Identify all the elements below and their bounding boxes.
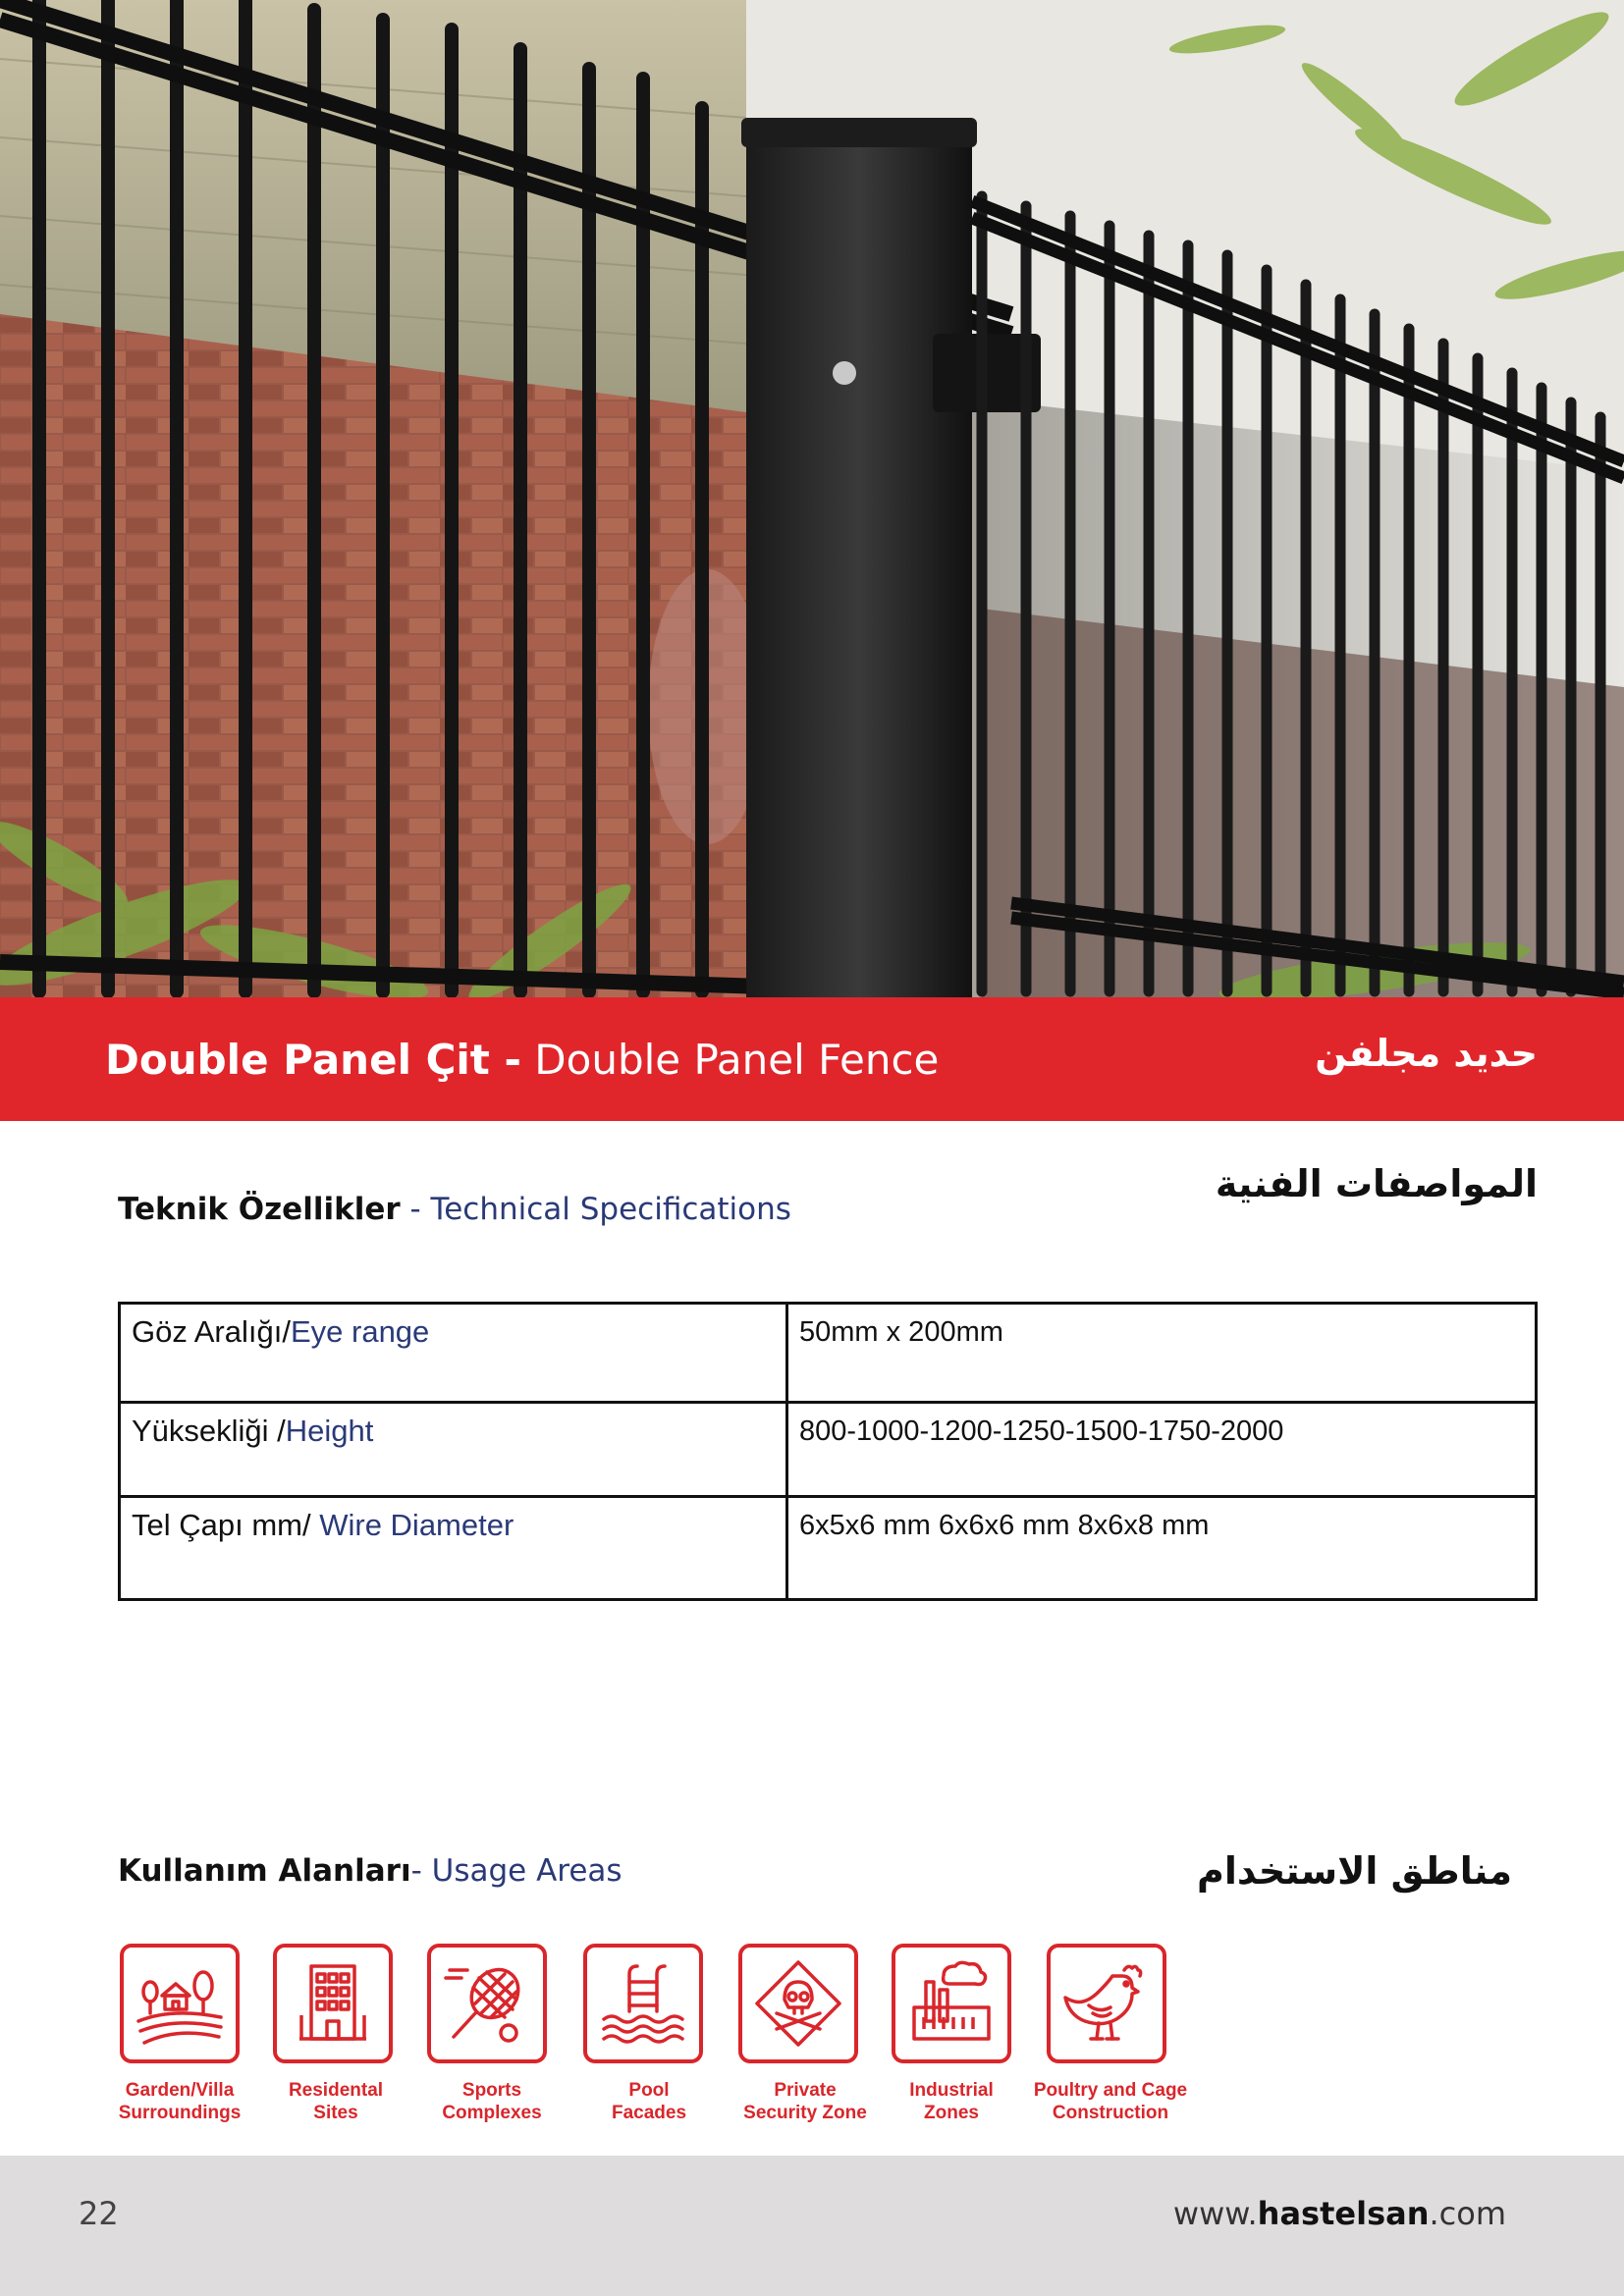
chicken-icon — [1059, 1956, 1154, 2051]
usage-area-label — [96, 2079, 263, 2124]
usage-area-label-line2: Sites — [313, 2103, 358, 2123]
spec-label — [120, 1304, 787, 1403]
spec-label-tr: Tel Çapı mm/ — [132, 1508, 320, 1542]
usage-heading — [118, 1851, 623, 1891]
spec-value: 800-1000-1200-1250-1500-1750-2000 — [787, 1403, 1537, 1497]
website-link[interactable] — [1173, 2195, 1506, 2232]
product-title — [105, 1033, 939, 1088]
usage-area-label-line2: Construction — [1052, 2103, 1169, 2123]
usage-area-label-line2: Facades — [611, 2103, 687, 2123]
usage-area-label — [566, 2079, 732, 2124]
spec-value: 50mm x 200mm — [787, 1304, 1537, 1403]
usage-area-pool — [583, 1944, 703, 2063]
skull-crossbones-icon — [751, 1956, 845, 2051]
usage-area-label-line1: Residental — [288, 2080, 384, 2101]
title-band — [0, 997, 1624, 1121]
usage-area-label — [408, 2079, 575, 2124]
table-row — [120, 1304, 1537, 1403]
garden-villa-icon — [133, 1956, 227, 2051]
specs-heading-tr: Teknik Özellikler — [118, 1192, 401, 1227]
usage-area-garden-villa — [120, 1944, 240, 2063]
residential-building-icon — [286, 1956, 380, 2051]
spec-table — [118, 1302, 1538, 1601]
usage-area-security — [738, 1944, 858, 2063]
usage-area-label-line1: Pool — [628, 2080, 670, 2101]
product-title-tr: Double Panel Çit - — [105, 1036, 521, 1084]
usage-area-label-line2: Complexes — [442, 2103, 542, 2123]
spec-label — [120, 1497, 787, 1600]
table-row — [120, 1403, 1537, 1497]
usage-area-poultry — [1047, 1944, 1166, 2063]
usage-heading-separator: - — [410, 1853, 432, 1889]
usage-area-label-line1: Private — [774, 2080, 837, 2101]
usage-area-label-line1: Sports — [461, 2080, 522, 2101]
specs-heading-separator: - — [400, 1192, 431, 1227]
usage-area-label — [722, 2079, 889, 2124]
spec-label — [120, 1403, 787, 1497]
usage-area-residential — [273, 1944, 393, 2063]
specs-heading — [118, 1190, 791, 1229]
pool-ladder-icon — [596, 1956, 690, 2051]
usage-area-label — [252, 2079, 419, 2124]
spec-label-tr: Yüksekliği / — [132, 1414, 286, 1448]
usage-area-label-line1: Industrial — [909, 2080, 994, 2101]
product-title-en: Double Panel Fence — [534, 1036, 940, 1084]
spec-label-en: Eye range — [290, 1314, 430, 1349]
tennis-racket-icon — [440, 1956, 534, 2051]
spec-label-en: Height — [285, 1414, 374, 1448]
factory-icon — [904, 1956, 999, 2051]
website-suffix: .com — [1429, 2195, 1506, 2232]
usage-heading-arabic: مناطق الاستخدام — [1197, 1849, 1512, 1893]
specs-heading-arabic: المواصفات الفنية — [1215, 1162, 1538, 1205]
usage-area-label-line2: Security Zone — [743, 2103, 867, 2123]
specs-heading-en: Technical Specifications — [430, 1192, 791, 1227]
usage-area-industrial — [892, 1944, 1011, 2063]
usage-area-label-line1: Garden/Villa — [125, 2080, 235, 2101]
page-footer — [0, 2156, 1624, 2296]
page-number: 22 — [79, 2195, 119, 2232]
usage-area-label-line2: Surroundings — [118, 2103, 242, 2123]
usage-area-label — [868, 2079, 1035, 2124]
spec-label-tr: Göz Aralığı/ — [132, 1314, 291, 1349]
website-brand: hastelsan — [1257, 2195, 1430, 2232]
website-prefix: www. — [1172, 2195, 1258, 2232]
usage-area-label-line1: Poultry and Cage — [1033, 2080, 1188, 2101]
usage-area-label-line2: Zones — [924, 2103, 979, 2123]
hero-fence-photo — [0, 0, 1624, 997]
usage-area-sports — [427, 1944, 547, 2063]
spec-value: 6x5x6 mm 6x6x6 mm 8x6x8 mm — [787, 1497, 1537, 1600]
usage-area-label — [1027, 2079, 1194, 2124]
usage-heading-tr: Kullanım Alanları — [118, 1853, 411, 1889]
usage-heading-en: Usage Areas — [431, 1853, 623, 1889]
product-title-arabic: حديد مجلفن — [1315, 1032, 1538, 1075]
table-row — [120, 1497, 1537, 1600]
spec-label-en: Wire Diameter — [319, 1508, 514, 1542]
